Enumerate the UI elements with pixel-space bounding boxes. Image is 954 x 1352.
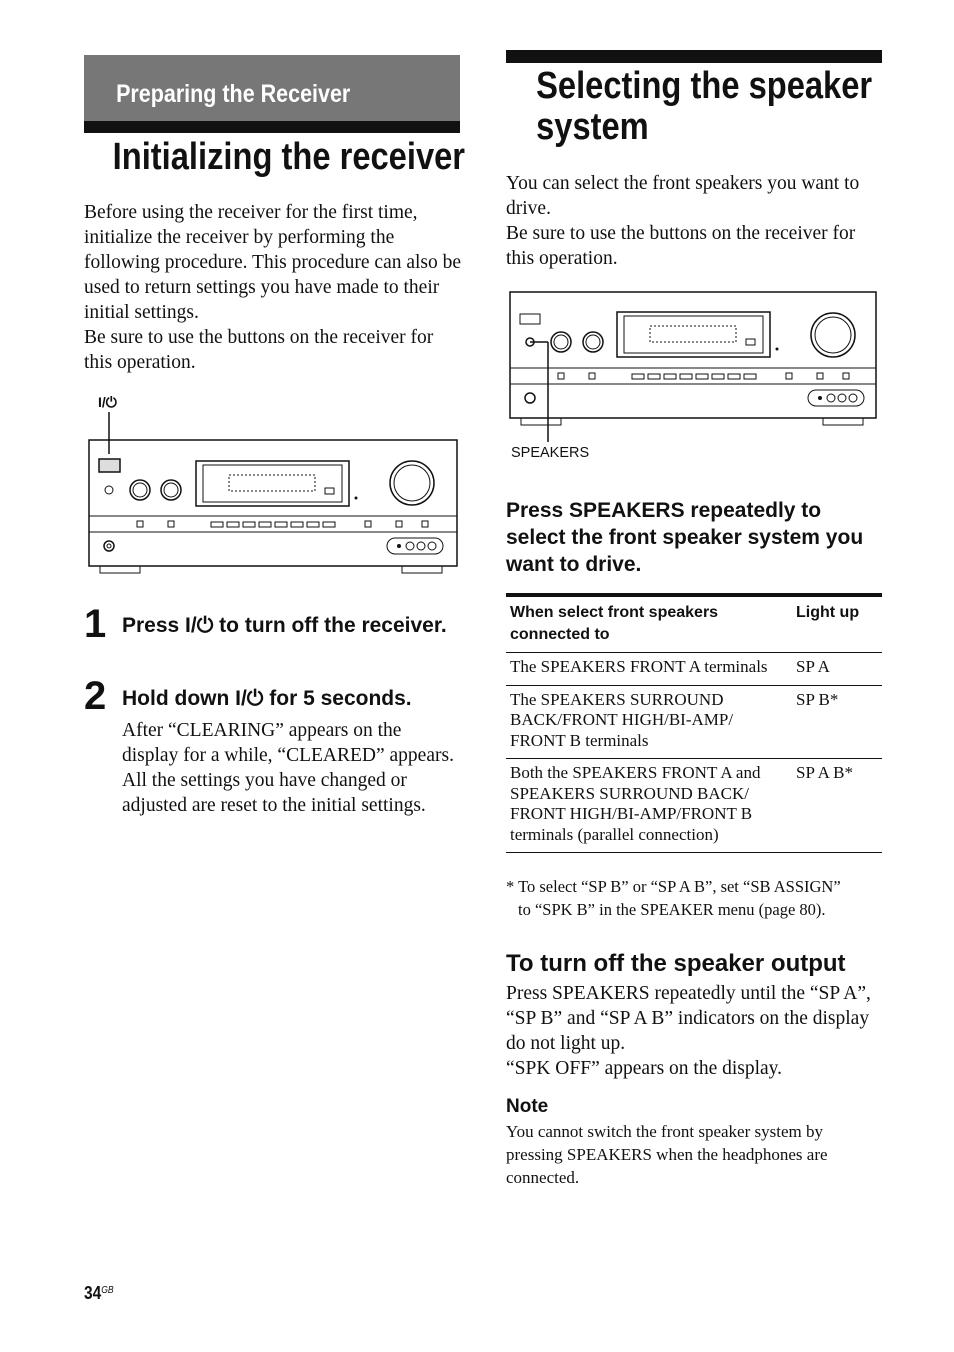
step-1-heading: Press I/⏻ to turn off the receiver. (122, 614, 447, 637)
table-cell-indicator: SP A B* (792, 759, 882, 853)
receiver-front-panel-illustration-left (86, 410, 458, 580)
table-cell-indicator: SP B* (792, 685, 882, 759)
table-row (506, 653, 882, 686)
intro-paragraph-right (506, 171, 882, 271)
step-2-heading: Hold down I/⏻ for 5 seconds. (122, 687, 412, 710)
intro-paragraph-left (84, 200, 464, 375)
turn-off-output-body (506, 981, 886, 1081)
note-heading: Note (506, 1096, 549, 1117)
step-2-text: After “CLEARING” appears on the display for a while, “CLEARED” appears. (122, 720, 454, 766)
intro-text: Before using the receiver for the first time, initialize the receiver by performing the following procedure. This procedure can also be used to return settings you have made to their initial settings. (84, 202, 462, 323)
section-top-bar (506, 50, 882, 63)
page-title-initializing: Initializing the receiver (112, 136, 466, 178)
table-header-light-up: Light up (792, 595, 882, 653)
note-body: You cannot switch the front speaker system by pressing SPEAKERS when the headphones are connected. (506, 1122, 828, 1187)
receiver-front-panel-illustration-right (508, 290, 880, 445)
table-header-row (506, 595, 882, 653)
speakers-button-label: SPEAKERS (511, 445, 590, 461)
turn-off-text-2: “SPK OFF” appears on the display. (506, 1058, 783, 1079)
table-row (506, 685, 882, 759)
page-number-value: 34 (84, 1283, 102, 1303)
table-cell-speakers: Both the SPEAKERS FRONT A and SPEAKERS SURROUND BACK/ FRONT HIGH/BI-AMP/FRONT B terminals (parallel connection) (506, 759, 792, 853)
page-number (84, 1283, 114, 1304)
footnote-line-1: * To select “SP B” or “SP A B”, set “SB ASSIGN” (506, 877, 841, 896)
table-row (506, 759, 882, 853)
section-title: Preparing the Receiver (116, 80, 351, 108)
intro-right-text: You can select the front speakers you want to drive. (506, 173, 860, 219)
intro-text-2: Be sure to use the buttons on the receiver for this operation. (84, 327, 434, 373)
power-button-highlight (99, 459, 120, 472)
table-cell-speakers: The SPEAKERS FRONT A terminals (506, 653, 792, 686)
step-2-text-2: All the settings you have changed or adjusted are reset to the initial settings. (122, 770, 426, 816)
turn-off-text: Press SPEAKERS repeatedly until the “SP A”, “SP B” and “SP A B” indicators on the display do not light up. (506, 983, 871, 1054)
table-cell-speakers: The SPEAKERS SURROUND BACK/FRONT HIGH/BI-AMP/ FRONT B terminals (506, 685, 792, 759)
subheading-turn-off-output: To turn off the speaker output (506, 950, 846, 977)
footnote-line-2: to “SPK B” in the SPEAKER menu (page 80). (518, 900, 826, 919)
table-header-speakers: When select front speakers connected to (506, 595, 792, 653)
power-icon-label: I/⏻ (98, 394, 117, 410)
page-title-speaker-system: Selecting the speaker system (536, 65, 873, 148)
intro-right-text-2: Be sure to use the buttons on the receiver for this operation. (506, 223, 856, 269)
instruction-heading: Press SPEAKERS repeatedly to select the front speaker system you want to drive. (506, 499, 864, 576)
speaker-selection-table (506, 593, 882, 853)
step-2-body (122, 718, 462, 818)
page-number-suffix: GB (101, 1285, 114, 1296)
table-footnote (506, 875, 882, 921)
step-number-2: 2 (84, 674, 107, 718)
table-cell-indicator: SP A (792, 653, 882, 686)
step-number-1: 1 (84, 602, 107, 646)
section-band-underline (84, 121, 460, 133)
